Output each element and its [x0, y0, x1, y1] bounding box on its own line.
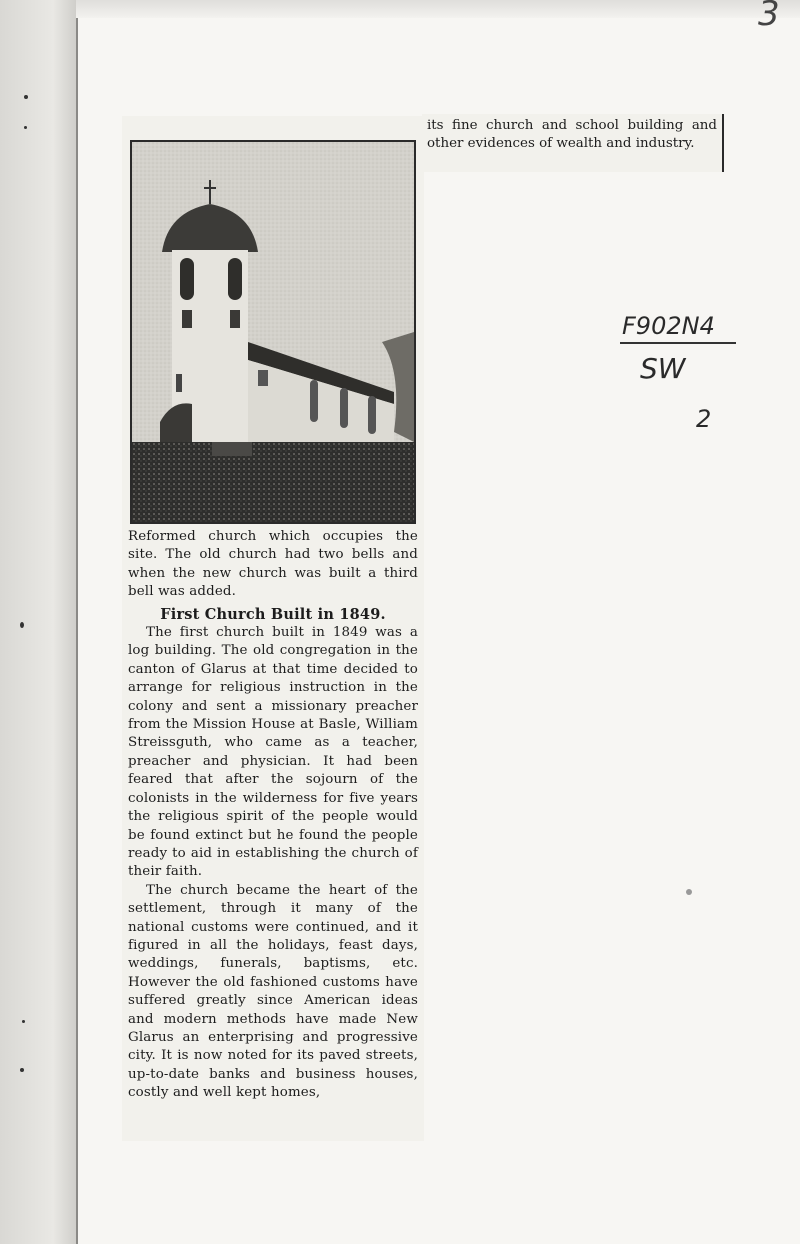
corner-page-number: 3	[758, 0, 780, 34]
annotation-underline	[620, 342, 736, 344]
church-photo	[130, 140, 416, 524]
speck	[20, 1068, 24, 1072]
top-column-text: its fine church and school building and other evidences of wealth and industry.	[427, 118, 717, 152]
scan-top-edge	[76, 0, 800, 18]
sub-code-annotation: SW	[640, 352, 686, 385]
article-paragraph-1: Reformed church which occupies the site. The old church had two bells and when the new church was built a third bell was added.	[128, 529, 418, 600]
speck	[20, 622, 24, 628]
catalog-code-annotation: F902N4	[622, 312, 715, 340]
article-column	[128, 528, 418, 1103]
page-number-annotation: 2	[696, 405, 712, 433]
speck	[22, 1020, 25, 1023]
scan-left-edge	[0, 0, 78, 1244]
speck	[24, 95, 28, 99]
speck	[24, 126, 27, 129]
article-paragraph-2: The first church built in 1849 was a log building. The old congregation in the canton of Glarus at that time decided to arrange for religious instruction in the colony and sent a missionary preacher from the Mission House at Basle, William Streissguth, who came as a teacher, preacher and physician. It had been feared that after the sojourn of the colonists in the wilderness for five years the religious spirit of the people would be found extinct but he found the people ready to aid in establishing the church of their faith.	[128, 625, 418, 880]
article-paragraph-3: The church became the heart of the settlement, through it many of the national customs were continued, and it figured in all the holidays, feast days, weddings, funerals, baptisms, etc. However the old fashioned customs have suffered greatly since American ideas and modern methods have made New Glarus an enterprising and progressive city. It is now noted for its paved streets, up-to-date banks and business houses, costly and well kept homes,	[128, 882, 418, 1101]
church-illustration	[132, 142, 414, 522]
article-heading: First Church Built in 1849.	[160, 605, 386, 623]
speck	[686, 889, 692, 895]
